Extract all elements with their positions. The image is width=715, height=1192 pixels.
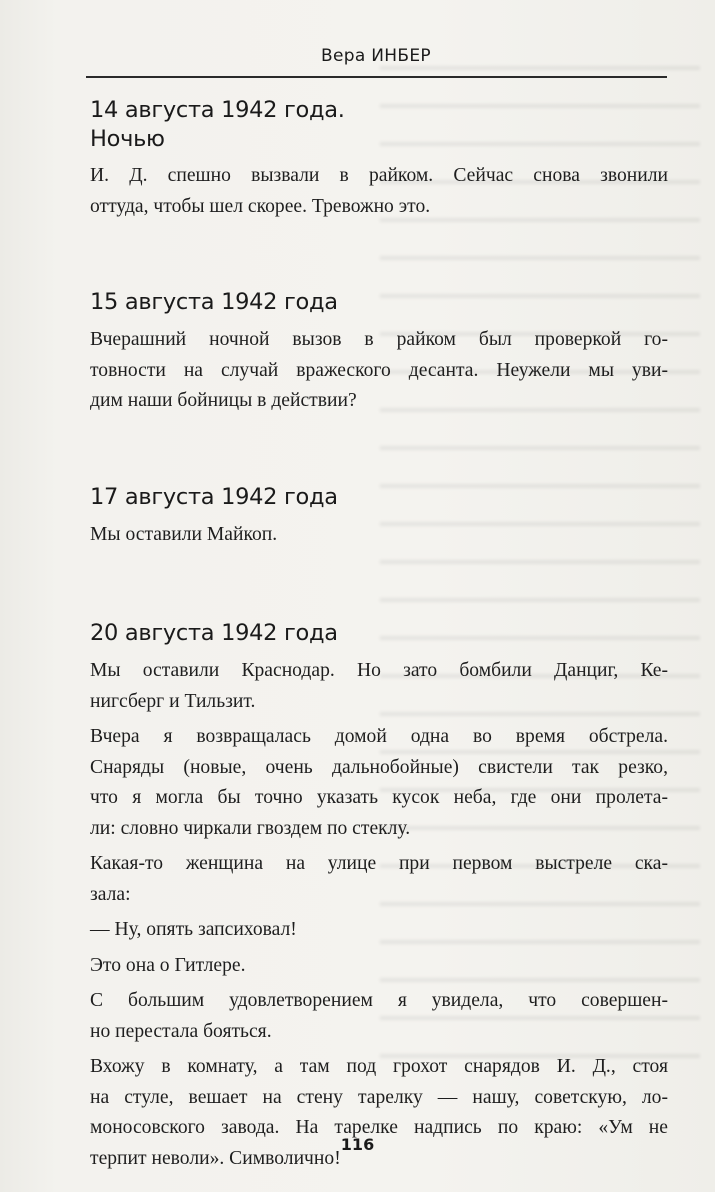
text-line: Вхожу в комнату, а там под грохот снарядов И. Д., стоя — [90, 1056, 668, 1077]
paragraph — [90, 951, 668, 982]
text-line: зала: — [90, 883, 131, 905]
text-line: Снаряды (новые, очень дальнобойные) свистели так резко, — [90, 756, 668, 778]
paragraph — [90, 722, 668, 844]
text-line: терпит неволи». Символично! — [90, 1147, 341, 1169]
text-line: И. Д. спешно вызвали в райком. Сейчас снова звонили — [90, 165, 668, 186]
diary-entry — [90, 619, 668, 1174]
entry-date-heading-line: 14 августа 1942 года. — [90, 97, 345, 123]
text-line: Вчерашний ночной вызов в райком был проверкой го- — [90, 329, 668, 350]
text-line: моносовского завода. На тарелке надпись по краю: «Ум не — [90, 1117, 668, 1138]
text-line: ли: словно чиркали гвоздем по стеклу. — [90, 817, 411, 839]
paragraph — [90, 915, 668, 946]
entry-date-heading — [90, 483, 668, 512]
entry-date-heading — [90, 96, 668, 154]
diary-entry — [90, 288, 668, 417]
text-line: Вчера я возвращалась домой одна во время обстрела. — [90, 726, 668, 747]
text-line: нигсберг и Тильзит. — [90, 690, 256, 712]
entry-date-heading-line: 17 августа 1942 года — [90, 484, 338, 510]
paragraph — [90, 325, 668, 417]
text-line: — Ну, опять запсиховал! — [90, 919, 297, 940]
diary-entry — [90, 483, 668, 551]
header-rule — [86, 76, 667, 78]
entry-date-heading-line: Ночью — [90, 126, 165, 152]
entry-date-heading — [90, 619, 668, 648]
text-line: товности на случай вражеского десанта. Неужели мы уви- — [90, 359, 668, 381]
text-line: но перестала бояться. — [90, 1020, 272, 1042]
diary-entry — [90, 96, 668, 222]
paragraph — [90, 849, 668, 910]
text-line: Мы оставили Майкоп. — [90, 524, 278, 545]
text-line: на стуле, вешает на стену тарелку — нашу, советскую, ло- — [90, 1086, 668, 1108]
text-line: оттуда, чтобы шел скорее. Тревожно это. — [90, 195, 431, 217]
paragraph — [90, 520, 668, 551]
text-line: что я могла бы точно указать кусок неба, где они пролета- — [90, 787, 668, 808]
text-line: С большим удовлетворением я увидела, что совершен- — [90, 990, 668, 1011]
text-line: Это она о Гитлере. — [90, 954, 246, 976]
entry-date-heading-line: 20 августа 1942 года — [90, 620, 338, 646]
page-number: 116 — [340, 1135, 375, 1154]
paragraph — [90, 986, 668, 1047]
paragraph — [90, 656, 668, 717]
running-header: Вера ИНБЕР — [321, 46, 431, 66]
entry-date-heading — [90, 288, 668, 317]
entry-date-heading-line: 15 августа 1942 года — [90, 289, 338, 315]
text-line: дим наши бойницы в действии? — [90, 390, 357, 411]
text-line: Мы оставили Краснодар. Но зато бомбили Данциг, Ке- — [90, 660, 668, 681]
paragraph — [90, 161, 668, 222]
text-line: Какая-то женщина на улице при первом выстреле ска- — [90, 853, 668, 874]
paragraph — [90, 1052, 668, 1174]
